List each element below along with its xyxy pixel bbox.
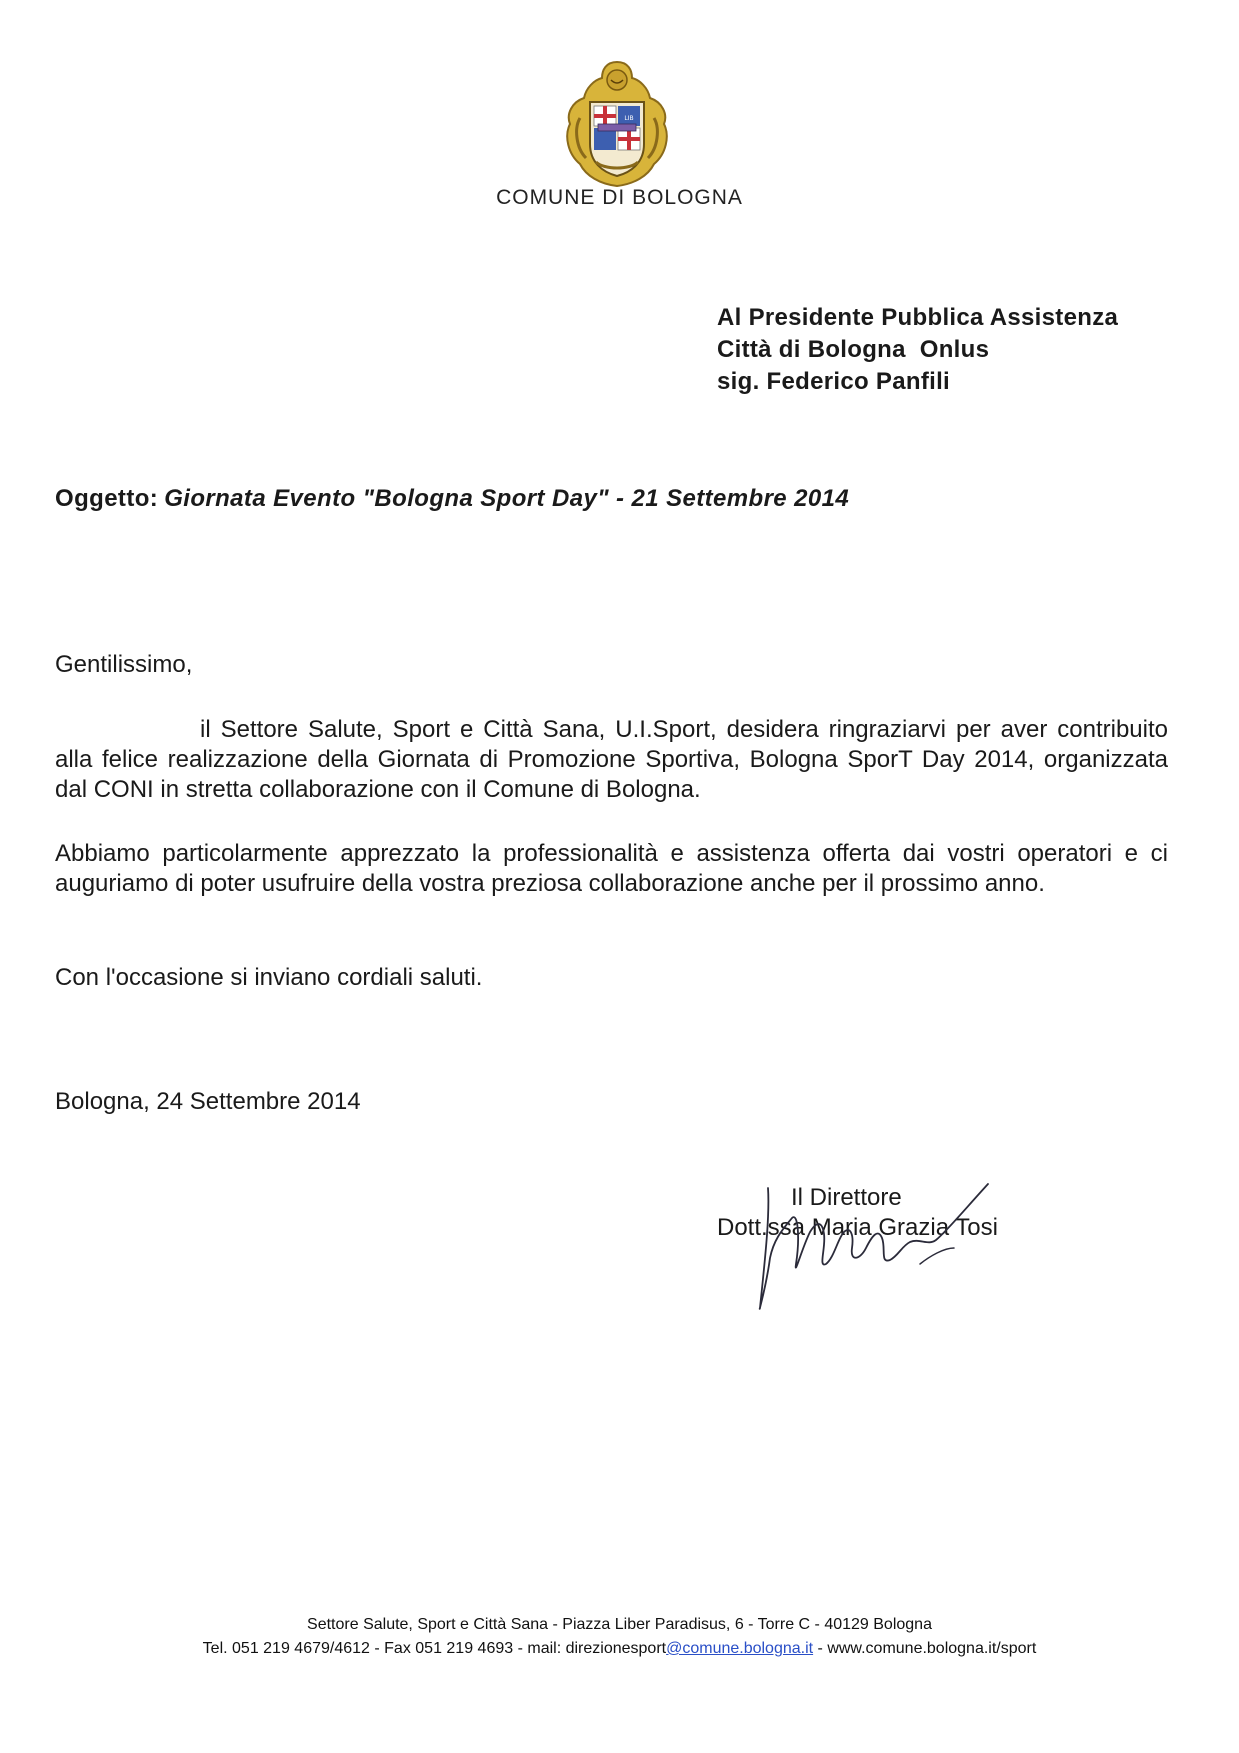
footer-address: Settore Salute, Sport e Città Sana - Piazza Liber Paradisus, 6 - Torre C - 40129 Bologna bbox=[307, 1616, 932, 1633]
body-paragraph-3: Con l'occasione si inviano cordiali saluti. bbox=[55, 964, 483, 991]
recipient-organization: Città di Bologna Onlus bbox=[717, 336, 990, 363]
greeting: Gentilissimo, bbox=[55, 651, 193, 678]
handwritten-signature bbox=[740, 1168, 1020, 1318]
svg-text:LIB: LIB bbox=[624, 115, 634, 122]
date-line: Bologna, 24 Settembre 2014 bbox=[55, 1088, 361, 1115]
footer-phone-fax: Tel. 051 219 4679/4612 - Fax 051 219 4693 - mail: direzionesport bbox=[202, 1640, 667, 1657]
body-paragraph-2: Abbiamo particolarmente apprezzato la professionalità e assistenza offerta dai vostri operatori e ci auguriamo di poter usufruire della vostra preziosa collaborazione anche per il prossimo anno. bbox=[55, 840, 1168, 897]
footer-contacts bbox=[0, 1640, 1239, 1658]
recipient-title: Al Presidente Pubblica Assistenza bbox=[717, 304, 1119, 331]
footer-email-link[interactable]: @comune.bologna.it bbox=[666, 1640, 814, 1657]
recipient-block bbox=[717, 302, 1118, 398]
signatory-name: Dott.ssa Maria Grazia Tosi bbox=[717, 1214, 998, 1241]
signatory-title: Il Direttore bbox=[791, 1184, 902, 1211]
subject-label: Oggetto: bbox=[55, 485, 159, 512]
subject-text: Giornata Evento "Bologna Sport Day" - 21 Settembre 2014 bbox=[164, 485, 850, 512]
organization-name: COMUNE DI BOLOGNA bbox=[496, 186, 743, 209]
subject-line bbox=[55, 485, 849, 513]
body-paragraph-1: il Settore Salute, Sport e Città Sana, U.I.Sport, desidera ringraziarvi per aver contribuito alla felice realizzazione della Giornata di Promozione Sportiva, Bologna SporT Day 2014, organizzata dal CONI in stretta collaborazione con il Comune di Bologna. bbox=[55, 716, 1168, 803]
bologna-crest-logo bbox=[556, 58, 678, 188]
recipient-name: sig. Federico Panfili bbox=[717, 368, 951, 395]
footer-website: - www.comune.bologna.it/sport bbox=[813, 1640, 1037, 1657]
